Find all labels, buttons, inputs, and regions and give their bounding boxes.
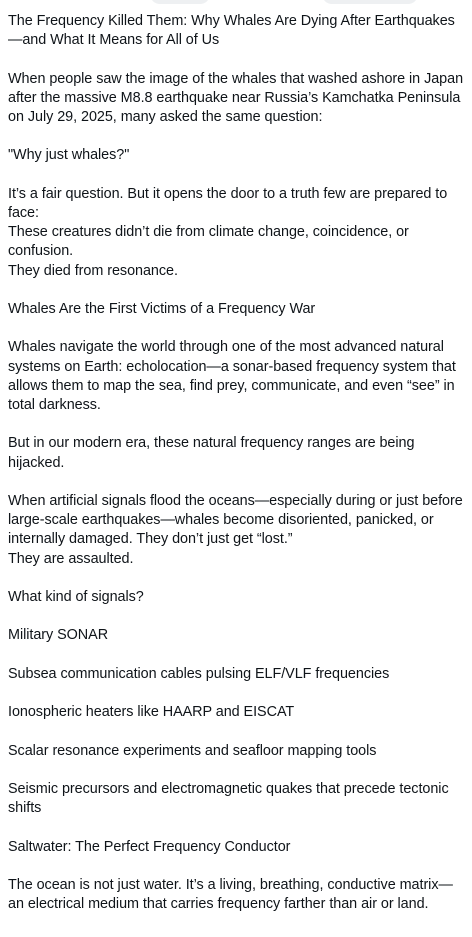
post-paragraph: When people saw the image of the whales that washed ashore in Japan after the massive M8.8 earthquake near Russia’s Kamchatka Peninsula on July 29, 2025, many asked the same question: [8, 70, 464, 125]
list-item: Seismic precursors and electromagnetic quakes that precede tectonic shifts [8, 780, 449, 817]
post-paragraph: But in our modern era, these natural frequency ranges are being hijacked. [8, 435, 415, 471]
post-paragraph: Whales navigate the world through one of the most advanced natural systems on Earth: echolocation—a sonar-based frequency system that allows them to map the sea, find prey, communicate, and even “see” in total darkness. [8, 339, 456, 413]
post-paragraph: "Why just whales?" [8, 147, 130, 164]
section-heading: Saltwater: The Perfect Frequency Conductor [8, 838, 291, 855]
post-paragraph: The ocean is not just water. It’s a living, breathing, conductive matrix—an electrical medium that carries frequency farther than air or land. [8, 876, 453, 913]
section-heading: Whales Are the First Victims of a Frequency War [8, 300, 316, 317]
list-item: Ionospheric heaters like HAARP and EISCAT [8, 704, 295, 721]
post-paragraph: It’s a fair question. But it opens the door to a truth few are prepared to face: These creatures didn’t die from climate change, coincidence, or confusion. They died from resonance. [8, 185, 448, 279]
post-paragraph: What kind of signals? [8, 588, 144, 605]
post-title: The Frequency Killed Them: Why Whales Are Dying After Earthquakes—and What It Means for All of Us [8, 13, 455, 49]
list-item: Military SONAR [8, 627, 109, 644]
list-item: Subsea communication cables pulsing ELF/VLF frequencies [8, 665, 390, 682]
post-paragraph: When artificial signals flood the oceans—especially during or just before large-scale earthquakes—whales become disoriented, panicked, or internally damaged. They don’t just get “lost.” They are assaulted. [8, 492, 463, 567]
post-text [8, 12, 466, 934]
list-item: Scalar resonance experiments and seafloor mapping tools [8, 742, 377, 759]
top-edge-shadow [0, 0, 472, 8]
